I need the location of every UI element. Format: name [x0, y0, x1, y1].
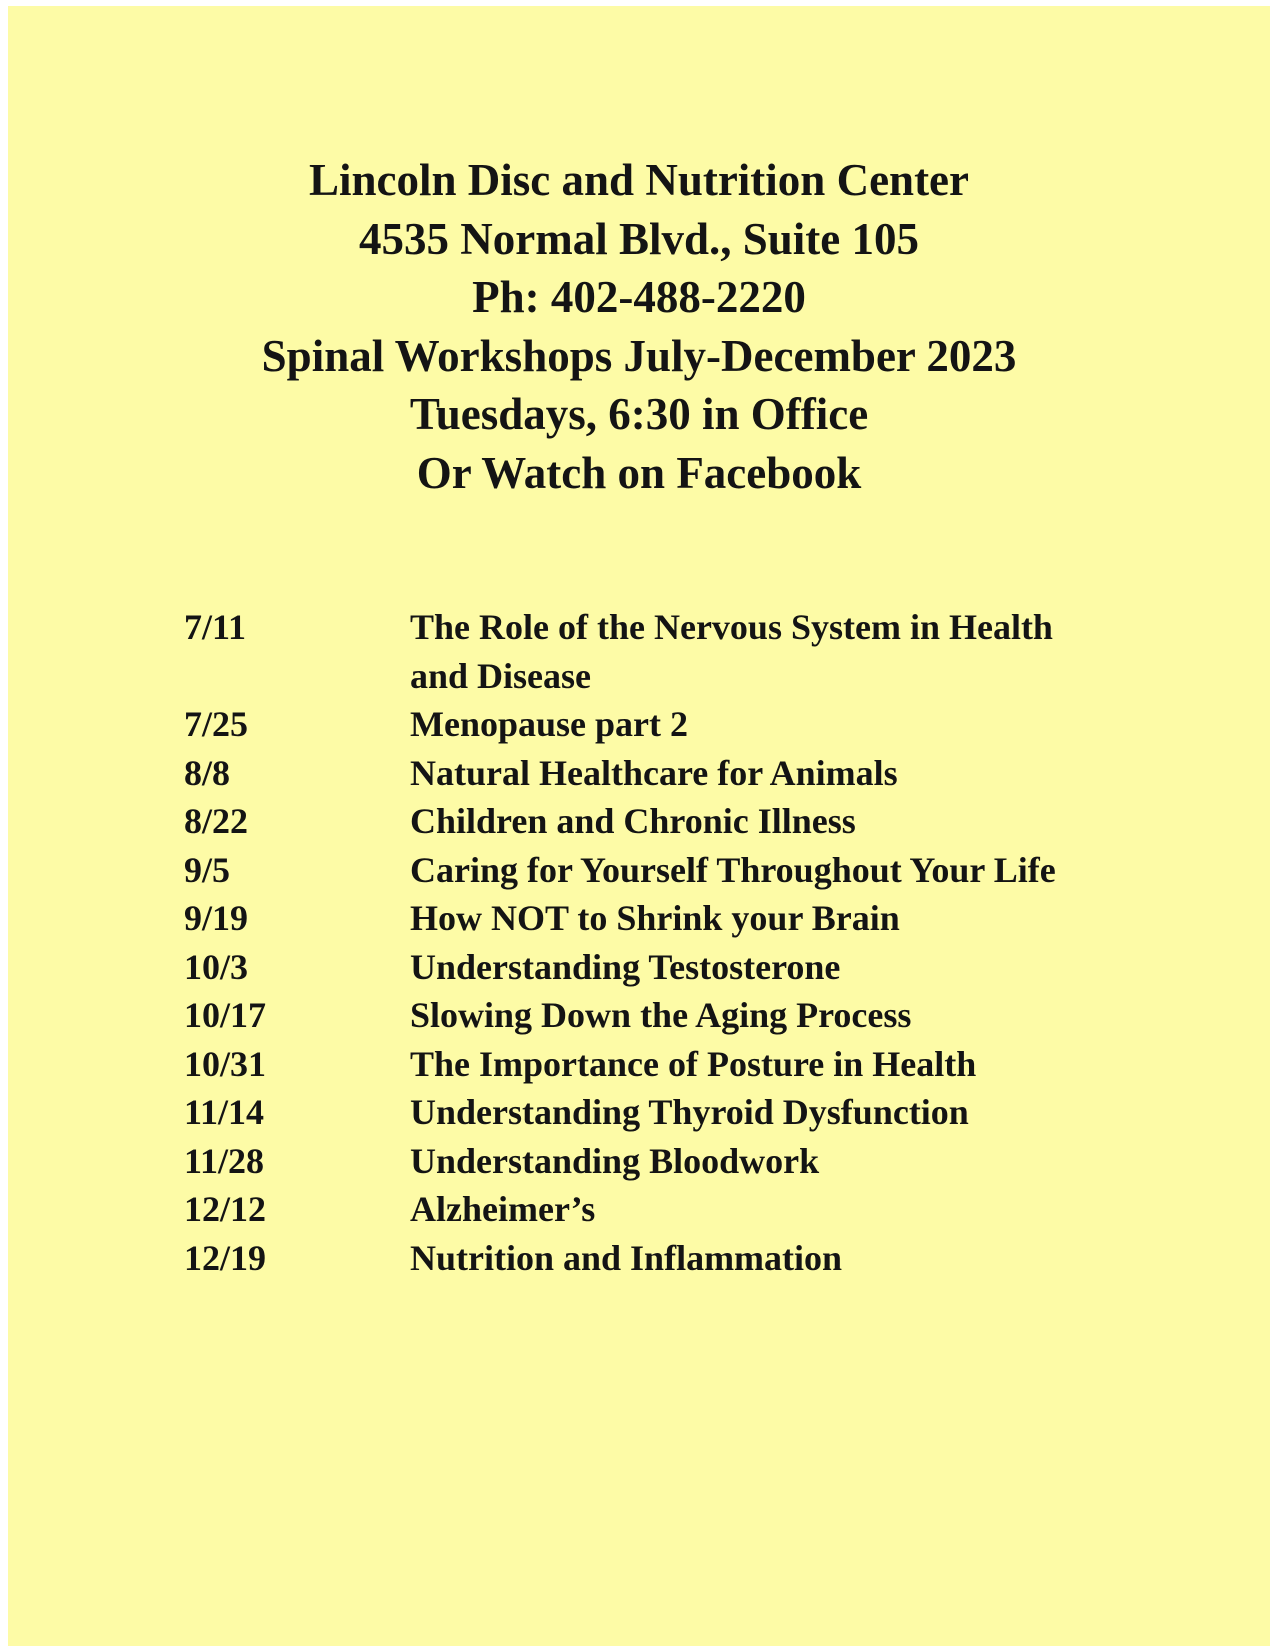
workshop-topic: Children and Chronic Illness [410, 801, 856, 841]
street-address: 4535 Normal Blvd., Suite 105 [358, 213, 920, 264]
workshop-date: 9/5 [184, 849, 231, 890]
workshop-topic: The Role of the Nervous System in Health and Disease [410, 607, 1053, 696]
workshop-date: 9/19 [184, 898, 249, 938]
schedule-row [184, 749, 1234, 798]
schedule-row [184, 603, 1234, 700]
schedule-row [184, 846, 1234, 895]
schedule-row [184, 894, 1234, 943]
schedule-row [184, 991, 1234, 1040]
flyer-page [8, 6, 1270, 1646]
workshop-topic: Caring for Yourself Throughout Your Life [410, 849, 1056, 890]
workshop-topic: Menopause part 2 [410, 704, 688, 744]
flyer-header [8, 151, 1270, 502]
schedule-row [184, 700, 1234, 749]
schedule-row [184, 1088, 1234, 1137]
schedule-row [184, 1040, 1234, 1089]
workshop-date: 7/11 [184, 607, 247, 647]
schedule-row [184, 797, 1234, 846]
schedule-row [184, 1234, 1234, 1283]
workshop-date: 7/25 [184, 704, 249, 744]
workshop-topic: Alzheimer’s [410, 1189, 596, 1229]
workshop-topic: Understanding Bloodwork [410, 1140, 820, 1181]
workshop-topic: How NOT to Shrink your Brain [410, 898, 900, 938]
workshop-date: 11/14 [184, 1092, 265, 1132]
workshop-date: 8/8 [184, 752, 231, 793]
center-name: Lincoln Disc and Nutrition Center [308, 155, 969, 205]
workshop-date: 12/12 [184, 1189, 267, 1229]
workshop-date: 10/3 [184, 946, 249, 987]
workshop-topic: The Importance of Posture in Health [410, 1043, 977, 1084]
meeting-time: Tuesdays, 6:30 in Office [409, 389, 869, 439]
workshop-topic: Slowing Down the Aging Process [410, 995, 912, 1035]
workshop-topic: Nutrition and Inflammation [410, 1237, 843, 1278]
workshop-date: 10/17 [184, 995, 267, 1035]
workshop-date: 8/22 [184, 801, 249, 841]
workshop-series-title: Spinal Workshops July-December 2023 [261, 330, 1017, 381]
workshop-topic: Understanding Thyroid Dysfunction [410, 1092, 969, 1132]
workshop-date: 11/28 [184, 1140, 265, 1181]
phone-number: Ph: 402-488-2220 [472, 272, 806, 322]
workshop-schedule [184, 603, 1234, 1282]
schedule-row [184, 1185, 1234, 1234]
schedule-row [184, 943, 1234, 992]
workshop-topic: Understanding Testosterone [410, 946, 841, 987]
workshop-date: 10/31 [184, 1043, 267, 1084]
workshop-date: 12/19 [184, 1237, 267, 1278]
facebook-note: Or Watch on Facebook [416, 447, 862, 498]
workshop-topic: Natural Healthcare for Animals [410, 752, 898, 793]
schedule-row [184, 1137, 1234, 1186]
